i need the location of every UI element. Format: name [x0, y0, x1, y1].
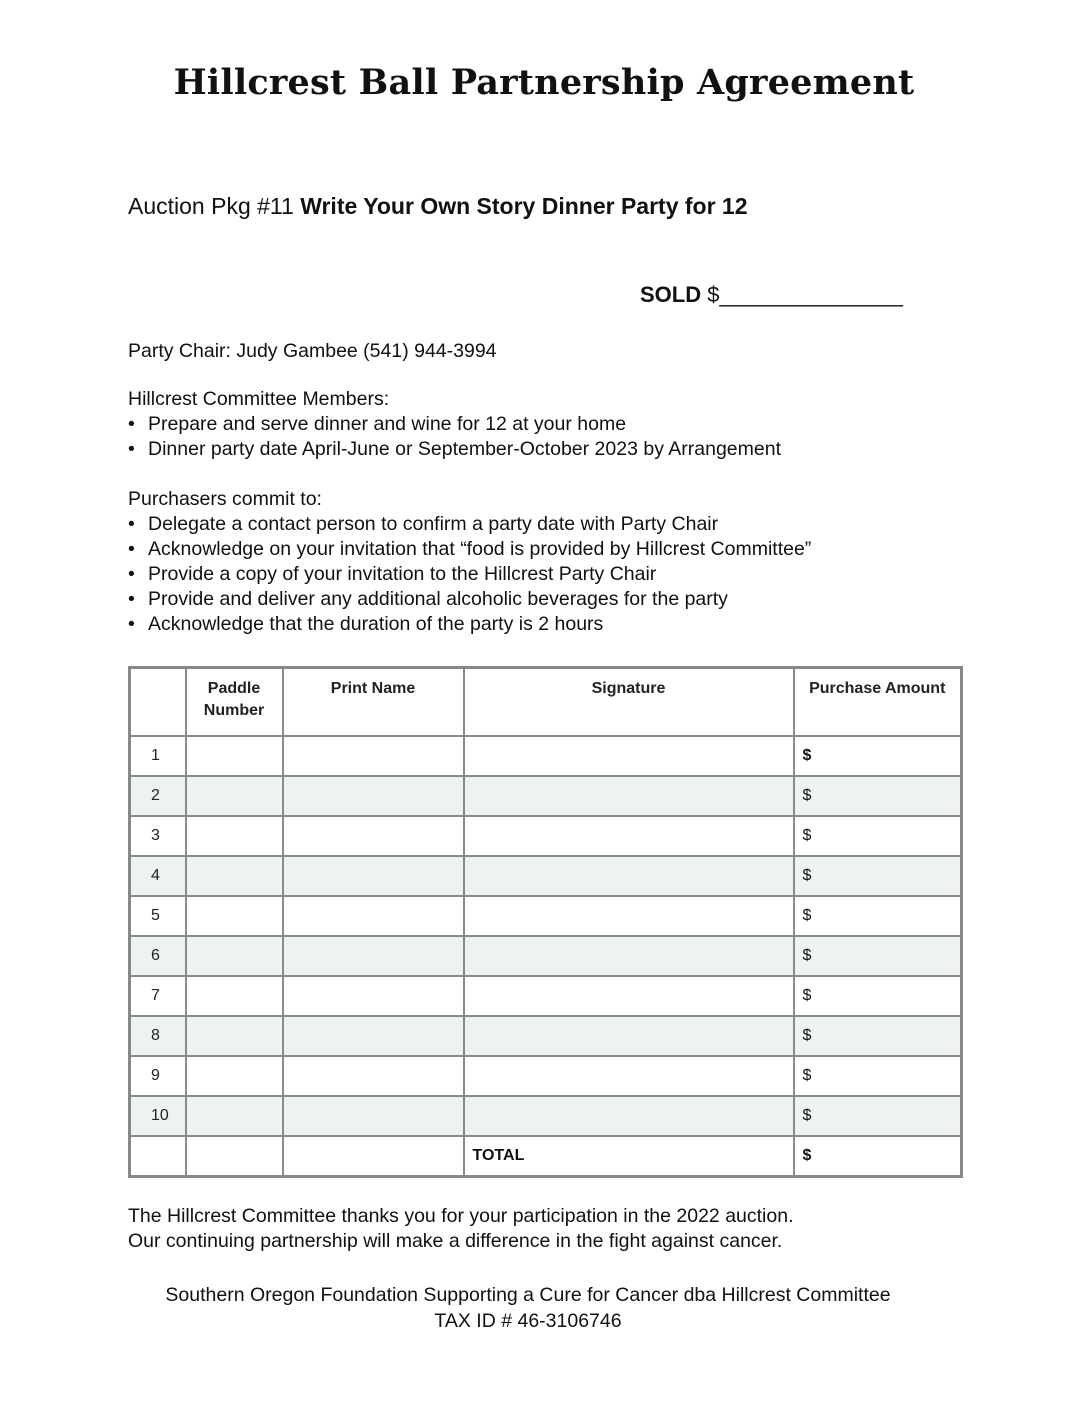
paddle-number-cell[interactable]: [186, 976, 283, 1016]
thanks-line: The Hillcrest Committee thanks you for your participation in the 2022 auction.: [128, 1205, 794, 1227]
footer-tax-id: TAX ID # 46-3106746: [434, 1310, 622, 1332]
paddle-number-cell[interactable]: [186, 856, 283, 896]
total-empty-cell: [186, 1136, 283, 1177]
row-number: 9: [130, 1056, 186, 1096]
paddle-number-cell[interactable]: [186, 936, 283, 976]
table-row: [130, 1016, 962, 1056]
paddle-number-cell[interactable]: [186, 896, 283, 936]
page-title: Hillcrest Ball Partnership Agreement: [173, 62, 915, 103]
signature-cell[interactable]: [464, 1096, 794, 1136]
thank-you-note: [128, 1204, 794, 1254]
signature-cell[interactable]: [464, 936, 794, 976]
header-signature: Signature: [464, 668, 794, 737]
committee-list: [128, 412, 781, 462]
paddle-number-cell[interactable]: [186, 776, 283, 816]
table-row: [130, 856, 962, 896]
total-empty-cell: [283, 1136, 464, 1177]
purchasers-item: • Acknowledge on your invitation that “food is provided by Hillcrest Committee”: [128, 537, 811, 562]
committee-section: [128, 387, 781, 462]
committee-item: • Dinner party date April-June or September-October 2023 by Arrangement: [128, 437, 781, 462]
purchase-amount-cell[interactable]: $: [794, 776, 962, 816]
print-name-cell[interactable]: [283, 896, 464, 936]
print-name-cell[interactable]: [283, 1056, 464, 1096]
print-name-cell[interactable]: [283, 936, 464, 976]
print-name-cell[interactable]: [283, 736, 464, 776]
signature-cell[interactable]: [464, 976, 794, 1016]
print-name-cell[interactable]: [283, 856, 464, 896]
total-amount[interactable]: $: [794, 1136, 962, 1177]
row-number: 2: [130, 776, 186, 816]
purchase-amount-cell[interactable]: $: [794, 1016, 962, 1056]
table-header-row: [130, 668, 962, 737]
paddle-number-cell[interactable]: [186, 816, 283, 856]
signature-cell[interactable]: [464, 736, 794, 776]
paddle-number-cell[interactable]: [186, 1096, 283, 1136]
signature-cell[interactable]: [464, 896, 794, 936]
purchase-amount-cell[interactable]: $: [794, 1056, 962, 1096]
purchasers-item: • Delegate a contact person to confirm a party date with Party Chair: [128, 512, 811, 537]
purchase-amount-cell[interactable]: $: [794, 976, 962, 1016]
signature-cell[interactable]: [464, 1016, 794, 1056]
header-paddle-number: Paddle Number: [186, 668, 283, 737]
committee-item: • Prepare and serve dinner and wine for 12 at your home: [128, 412, 781, 437]
footer: [0, 1282, 1056, 1334]
purchase-amount-cell[interactable]: $: [794, 856, 962, 896]
header-row-number: [130, 668, 186, 737]
row-number: 3: [130, 816, 186, 856]
footer-org: Southern Oregon Foundation Supporting a Cure for Cancer dba Hillcrest Committee: [165, 1284, 891, 1306]
paddle-number-cell[interactable]: [186, 1056, 283, 1096]
total-empty-cell: [130, 1136, 186, 1177]
purchase-table: [128, 666, 963, 1178]
paddle-number-cell[interactable]: [186, 1016, 283, 1056]
paddle-number-cell[interactable]: [186, 736, 283, 776]
total-label: TOTAL: [464, 1136, 794, 1177]
committee-heading: Hillcrest Committee Members:: [128, 388, 390, 410]
table-row: [130, 776, 962, 816]
row-number: 8: [130, 1016, 186, 1056]
auction-package: [128, 193, 748, 220]
purchasers-item: • Provide a copy of your invitation to the Hillcrest Party Chair: [128, 562, 811, 587]
purchase-amount-cell[interactable]: $: [794, 936, 962, 976]
thanks-line: Our continuing partnership will make a difference in the fight against cancer.: [128, 1230, 783, 1252]
print-name-cell[interactable]: [283, 816, 464, 856]
party-chair: Party Chair: Judy Gambee (541) 944-3994: [128, 340, 497, 362]
signature-cell[interactable]: [464, 816, 794, 856]
print-name-cell[interactable]: [283, 1096, 464, 1136]
row-number: 5: [130, 896, 186, 936]
purchase-amount-cell[interactable]: $: [794, 896, 962, 936]
table-row: [130, 976, 962, 1016]
print-name-cell[interactable]: [283, 776, 464, 816]
table-row: [130, 816, 962, 856]
purchasers-item: • Acknowledge that the duration of the party is 2 hours: [128, 612, 811, 637]
purchase-amount-cell[interactable]: $: [794, 816, 962, 856]
row-number: 4: [130, 856, 186, 896]
signature-cell[interactable]: [464, 776, 794, 816]
header-purchase-amount: Purchase Amount: [794, 668, 962, 737]
total-row: [130, 1136, 962, 1177]
purchase-amount-cell[interactable]: $: [794, 736, 962, 776]
table-row: [130, 936, 962, 976]
print-name-cell[interactable]: [283, 976, 464, 1016]
table-row: [130, 1096, 962, 1136]
purchase-amount-cell[interactable]: $: [794, 1096, 962, 1136]
table-row: [130, 896, 962, 936]
table-row: [130, 1056, 962, 1096]
row-number: 10: [130, 1096, 186, 1136]
purchasers-heading: Purchasers commit to:: [128, 488, 322, 510]
signature-cell[interactable]: [464, 1056, 794, 1096]
package-name: Write Your Own Story Dinner Party for 12: [300, 193, 748, 219]
package-prefix: Auction Pkg #11: [128, 193, 294, 219]
row-number: 1: [130, 736, 186, 776]
row-number: 7: [130, 976, 186, 1016]
purchasers-list: [128, 512, 811, 637]
signature-cell[interactable]: [464, 856, 794, 896]
header-print-name: Print Name: [283, 668, 464, 737]
sold-value[interactable]: $_______________: [707, 282, 904, 307]
sold-line: [640, 282, 903, 308]
sold-label: SOLD: [640, 282, 702, 307]
table-row: [130, 736, 962, 776]
purchasers-section: [128, 487, 811, 637]
print-name-cell[interactable]: [283, 1016, 464, 1056]
row-number: 6: [130, 936, 186, 976]
purchasers-item: • Provide and deliver any additional alcoholic beverages for the party: [128, 587, 811, 612]
